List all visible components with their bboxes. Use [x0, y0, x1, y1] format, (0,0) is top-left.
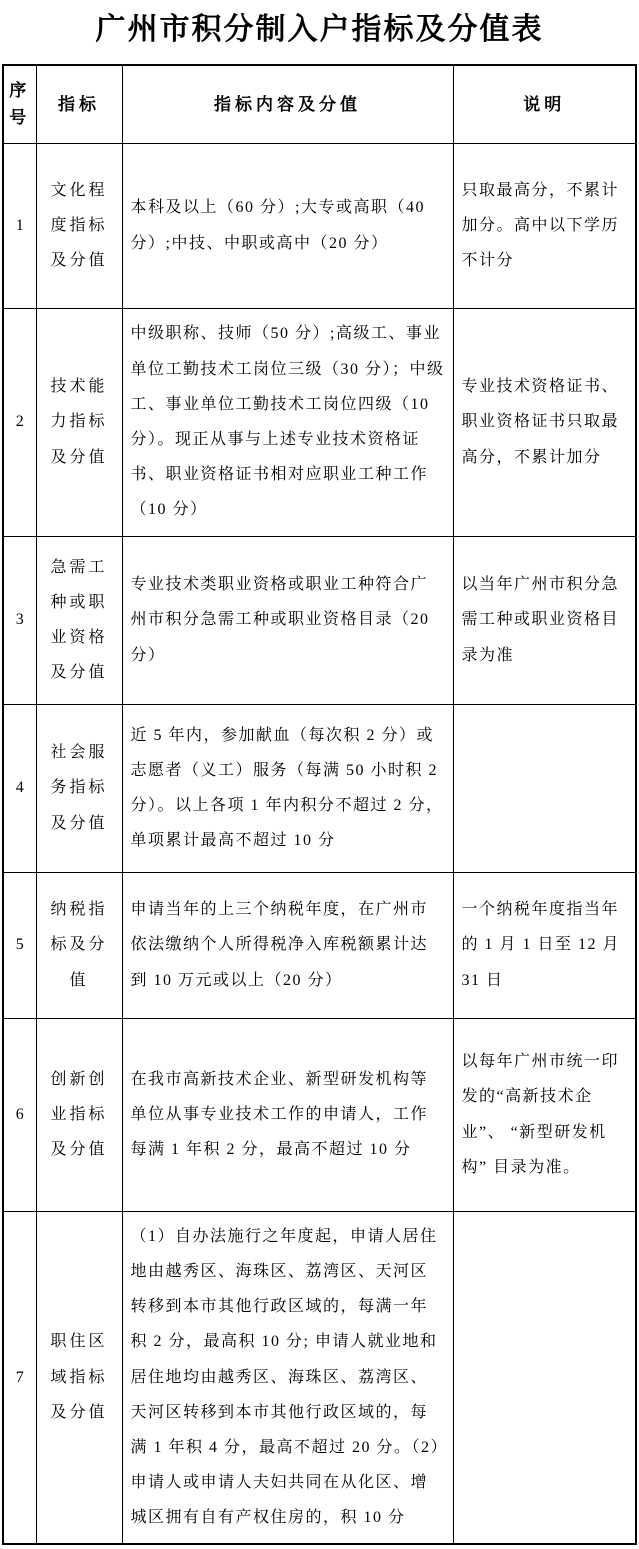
cell-no: 1 [3, 143, 36, 308]
table-row [3, 704, 636, 872]
cell-note [453, 704, 636, 872]
cell-content: （1）自办法施行之年度起，申请人居住地由越秀区、海珠区、荔湾区、天河区转移到本市其他行政区域的，每满一年积 2 分，最高积 10 分; 申请人就业地和居住地均由越秀区、海珠区、荔湾区、天河区转移到本市其他行政区域的，每满 1 年积 4 分，最高不超过 20 分。（2）申请人或申请人夫妇共同在从化区、增城区拥有自有产权住房的，积 10 分 [122, 1211, 453, 1544]
table-row [3, 872, 636, 1018]
cell-note: 只取最高分，不累计加分。高中以下学历不计分 [453, 143, 636, 308]
table-row [3, 308, 636, 536]
header-cell-indicator: 指标 [36, 65, 122, 143]
table-row [3, 1018, 636, 1211]
cell-content: 本科及以上（60 分）;大专或高职（40 分）;中技、中职或高中（20 分） [122, 143, 453, 308]
cell-content: 申请当年的上三个纳税年度，在广州市依法缴纳个人所得税净入库税额累计达到 10 万元或以上（20 分） [122, 872, 453, 1018]
page-title: 广州市积分制入户指标及分值表 [95, 13, 544, 46]
cell-content: 近 5 年内，参加献血（每次积 2 分）或志愿者（义工）服务（每满 50 小时积 2 分）。以上各项 1 年内积分不超过 2 分，单项累计最高不超过 10 分 [122, 704, 453, 872]
cell-note: 一个纳税年度指当年的 1 月 1 日至 12 月 31 日 [453, 872, 636, 1018]
cell-indicator: 技术能力指标及分值 [36, 308, 122, 536]
cell-note: 以当年广州市积分急需工种或职业资格目录为准 [453, 536, 636, 704]
cell-indicator: 社会服务指标及分值 [36, 704, 122, 872]
table-header-row [3, 65, 636, 143]
points-indicator-table [2, 64, 637, 1545]
cell-no: 6 [3, 1018, 36, 1211]
cell-no: 5 [3, 872, 36, 1018]
cell-no: 3 [3, 536, 36, 704]
cell-indicator: 创新创业指标及分值 [36, 1018, 122, 1211]
cell-note: 以每年广州市统一印发的“高新技术企业”、 “新型研发机构” 目录为准。 [453, 1018, 636, 1211]
cell-note [453, 1211, 636, 1544]
cell-content: 中级职称、技师（50 分）;高级工、事业单位工勤技术工岗位三级（30 分）；中级工、事业单位工勤技术工岗位四级（10 分）。现正从事与上述专业技术资格证书、职业资格证书相对应职业工种工作（10 分） [122, 308, 453, 536]
cell-indicator: 职住区域指标及分值 [36, 1211, 122, 1544]
table-row [3, 1211, 636, 1544]
cell-note: 专业技术资格证书、职业资格证书只取最高分，不累计加分 [453, 308, 636, 536]
cell-no: 2 [3, 308, 36, 536]
table-row [3, 536, 636, 704]
cell-no: 7 [3, 1211, 36, 1544]
cell-content: 专业技术类职业资格或职业工种符合广州市积分急需工种或职业资格目录（20 分） [122, 536, 453, 704]
header-cell-no: 序号 [3, 65, 36, 143]
header-cell-content: 指标内容及分值 [122, 65, 453, 143]
cell-content: 在我市高新技术企业、新型研发机构等单位从事专业技术工作的申请人，工作每满 1 年积 2 分，最高不超过 10 分 [122, 1018, 453, 1211]
table-row [3, 143, 636, 308]
cell-indicator: 纳税指标及分值 [36, 872, 122, 1018]
cell-indicator: 文化程度指标及分值 [36, 143, 122, 308]
cell-no: 4 [3, 704, 36, 872]
cell-indicator: 急需工种或职业资格及分值 [36, 536, 122, 704]
header-cell-note: 说明 [453, 65, 636, 143]
